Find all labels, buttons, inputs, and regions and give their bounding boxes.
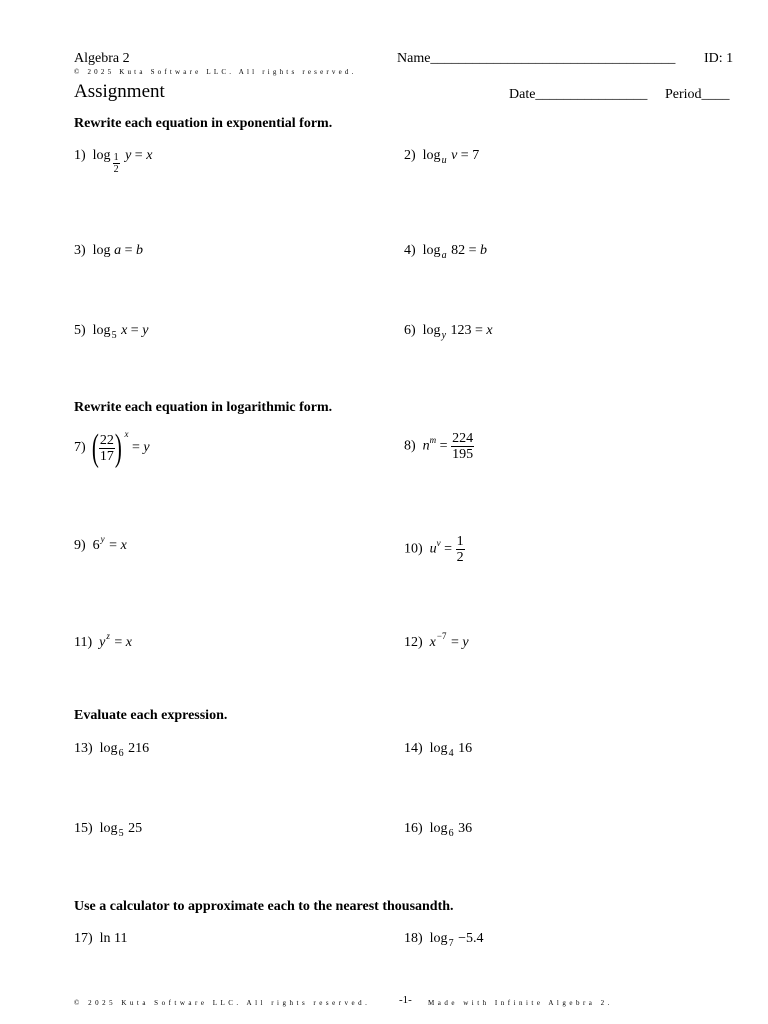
page-number: -1-	[399, 994, 412, 1006]
problem-2: 2) $\log_u v = 7$	[404, 148, 480, 166]
log-base-fraction: $\frac{1}{2}$	[113, 152, 119, 175]
problem-number: 1)	[74, 148, 86, 163]
problem-number: 13)	[74, 741, 93, 756]
problem-3: 3) log a = b	[74, 243, 143, 258]
problem-10: 10) $u^v$ = $\frac{1}{2}$	[404, 534, 464, 565]
problem-6: 6) $\log_y 123 = x$	[404, 323, 493, 341]
problem-number: 7)	[74, 440, 86, 455]
section-instruction: Evaluate each expression.	[74, 708, 228, 723]
problem-number: 10)	[404, 541, 423, 557]
problem-number: 4)	[404, 243, 416, 258]
problem-18: 18) $\log_7 -5.4$	[404, 931, 484, 949]
problem-number: 14)	[404, 741, 423, 756]
course-name: Algebra 2	[74, 51, 130, 66]
problem-16: 16) $\log_6 36$	[404, 821, 473, 839]
problem-14: 14) $\log_4 16$	[404, 741, 473, 759]
problem-9: 9) 6$^y$ = x	[74, 534, 127, 553]
header-copyright: © 2025 Kuta Software LLC. All rights reserved.	[74, 68, 357, 76]
section-instruction: Rewrite each equation in logarithmic form.	[74, 400, 333, 415]
problem-number: 8)	[404, 438, 416, 454]
problem-17: 17) ln 11	[74, 931, 128, 946]
problem-number: 17)	[74, 931, 93, 946]
problem-number: 9)	[74, 538, 86, 553]
footer-made-with: Made with Infinite Algebra 2.	[428, 999, 613, 1007]
problem-number: 6)	[404, 323, 416, 338]
problem-number: 12)	[404, 635, 423, 650]
problem-number: 2)	[404, 148, 416, 163]
name-field-label: Name___________________________________	[397, 51, 676, 66]
problem-1: 1) log $\frac{1}{2}$ y = x	[74, 148, 153, 175]
section-instruction: Use a calculator to approximate each to the nearest thousandth.	[74, 899, 454, 914]
footer-copyright: © 2025 Kuta Software LLC. All rights reserved.	[74, 999, 371, 1007]
problem-12: 12) $x^{-7} = y$	[404, 631, 469, 650]
problem-number: 3)	[74, 243, 86, 258]
problem-7: 7) ( $\frac{22}{17}$ ) $^x$ = y	[74, 427, 150, 469]
problem-4: 4) $\log_a 82 = b$	[404, 243, 487, 261]
problem-11: 11) $y^z = x$	[74, 631, 133, 650]
problem-5: 5) $\log_5 x = y$	[74, 323, 149, 341]
problem-number: 16)	[404, 821, 423, 836]
section-instruction: Rewrite each equation in exponential form.	[74, 116, 333, 131]
problem-8: 8) $n^m$ = $\frac{224}{195}$	[404, 431, 474, 462]
period-field-label: Period____	[665, 87, 730, 102]
worksheet-title: Assignment	[74, 81, 165, 102]
worksheet-id: ID: 1	[704, 51, 734, 66]
problem-number: 5)	[74, 323, 86, 338]
problem-13: 13) $\log_6 216$	[74, 741, 150, 759]
date-field-label: Date________________	[509, 87, 648, 102]
problem-15: 15) $\log_5 25$	[74, 821, 143, 839]
problem-number: 11)	[74, 635, 93, 650]
problem-number: 15)	[74, 821, 93, 836]
problem-number: 18)	[404, 931, 423, 946]
